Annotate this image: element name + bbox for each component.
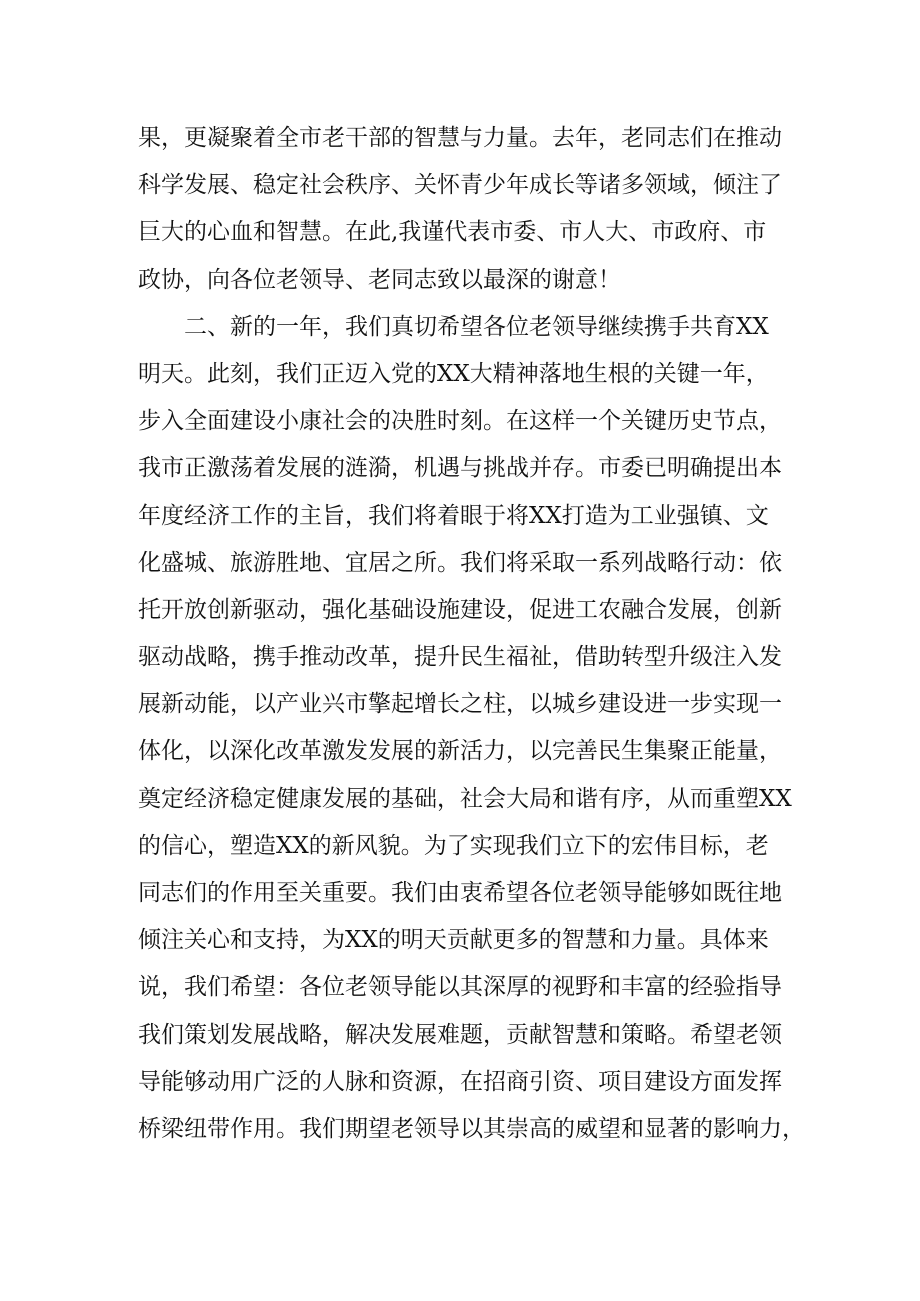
text-line: 桥梁纽带作用。我们期望老领导以其崇高的威望和显著的影响力， xyxy=(138,1115,805,1142)
text-line: 明天。此刻，我们正迈入党的XX大精神落地生根的关键一年， xyxy=(138,360,769,387)
text-line: 步入全面建设小康社会的决胜时刻。在这样一个关键历史节点， xyxy=(138,408,782,435)
text-line: 的信心，塑造XX的新风貌。为了实现我们立下的宏伟目标，老 xyxy=(138,832,769,859)
text-line: 托开放创新驱动，强化基础设施建设，促进工农融合发展，创新 xyxy=(138,596,782,623)
text-line: 体化，以深化改革激发发展的新活力，以完善民生集聚正能量， xyxy=(138,738,782,765)
text-line: 政协，向各位老领导、老同志致以最深的谢意！ xyxy=(138,266,621,293)
text-line: 年度经济工作的主旨，我们将着眼于将XX打造为工业强镇、文 xyxy=(138,502,769,529)
text-line: 巨大的心血和智慧。在此,我谨代表市委、市人大、市政府、市 xyxy=(138,219,767,246)
text-line: 我市正激荡着发展的涟漪，机遇与挑战并存。市委已明确提出本 xyxy=(138,455,782,482)
text-line: 我们策划发展战略，解决发展难题，贡献智慧和策略。希望老领 xyxy=(138,1021,782,1048)
text-line: 驱动战略，携手推动改革，提升民生福祉，借助转型升级注入发 xyxy=(138,644,782,671)
text-line: 果，更凝聚着全市老干部的智慧与力量。去年，老同志们在推动 xyxy=(138,125,782,151)
text-line: 奠定经济稳定健康发展的基础，社会大局和谐有序，从而重塑XX xyxy=(138,785,792,812)
text-line: 说，我们希望：各位老领导能以其深厚的视野和丰富的经验指导 xyxy=(138,974,782,1001)
text-line: 同志们的作用至关重要。我们由衷希望各位老领导能够如既往地 xyxy=(138,880,782,906)
text-line: 化盛城、旅游胜地、宜居之所。我们将采取一系列战略行动：依 xyxy=(138,549,782,576)
text-line: 展新动能，以产业兴市擎起增长之柱，以城乡建设进一步实现一 xyxy=(138,691,782,718)
paragraph-start-line: 二、新的一年，我们真切希望各位老领导继续携手共育XX xyxy=(184,313,769,340)
text-line: 倾注关心和支持，为XX的明天贡献更多的智慧和力量。具体来 xyxy=(138,927,769,954)
body-text xyxy=(138,115,805,1153)
text-line: 科学发展、稳定社会秩序、关怀青少年成长等诸多领域，倾注了 xyxy=(138,172,782,199)
text-line: 导能够动用广泛的人脉和资源，在招商引资、项目建设方面发挥 xyxy=(138,1068,782,1095)
